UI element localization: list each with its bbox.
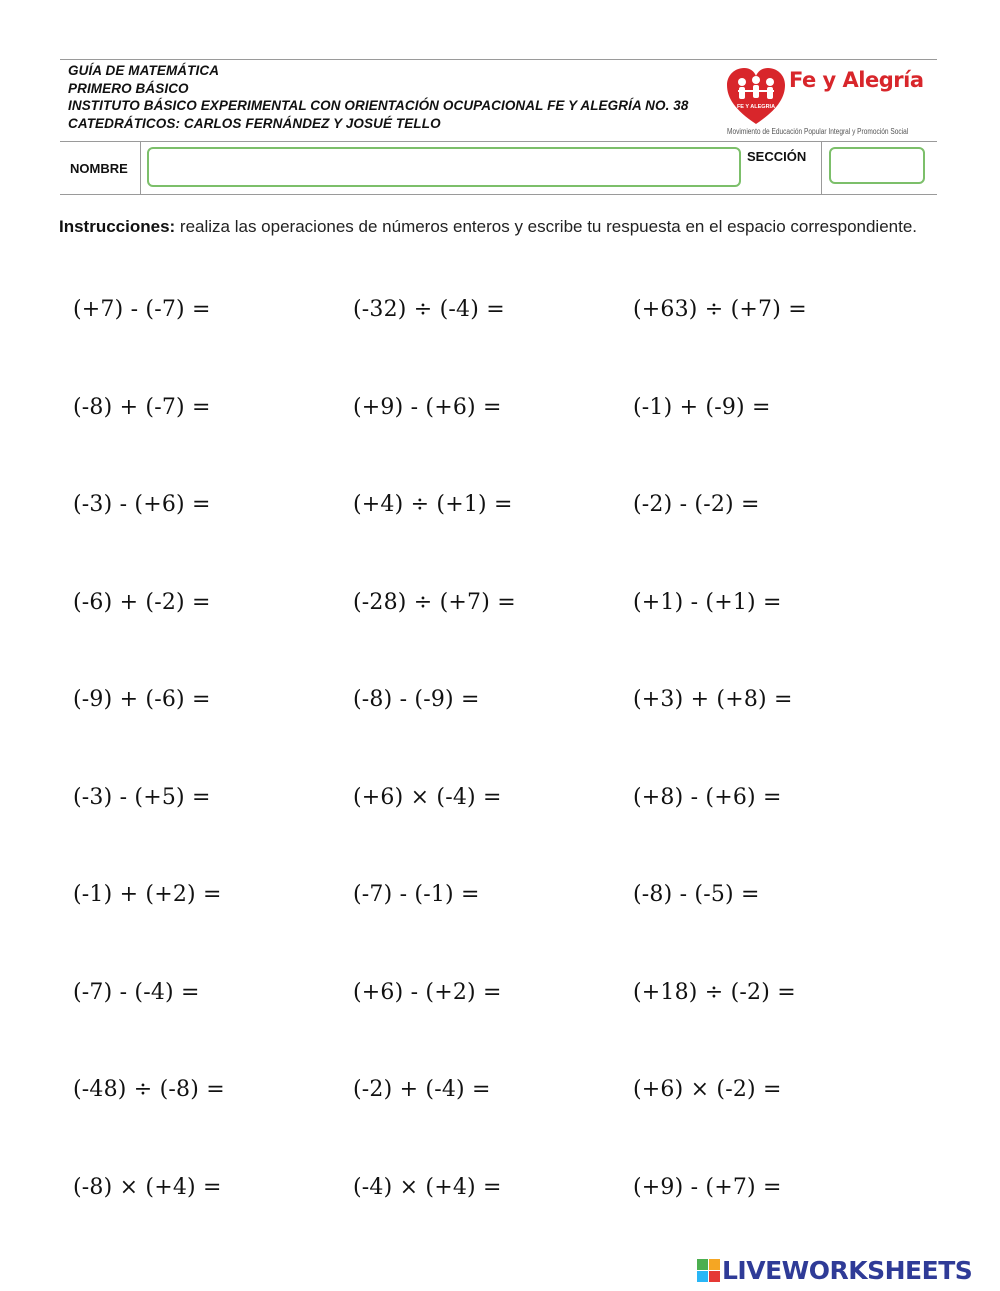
problem-r3-c1: (-3) - (+6) = bbox=[73, 492, 211, 517]
problem-r6-c3: (+8) - (+6) = bbox=[633, 785, 782, 810]
section-label-separator bbox=[821, 141, 822, 194]
problem-r2-c2: (+9) - (+6) = bbox=[353, 395, 502, 420]
section-input[interactable] bbox=[829, 147, 925, 184]
heart-logo-icon bbox=[725, 66, 787, 128]
instructions bbox=[59, 216, 919, 238]
logo-wordmark: Fe y Alegría bbox=[789, 68, 924, 92]
problem-r1-c1: (+7) - (-7) = bbox=[73, 297, 211, 322]
header-line-grade: PRIMERO BÁSICO bbox=[68, 80, 189, 96]
problem-r4-c1: (-6) + (-2) = bbox=[73, 590, 211, 615]
problem-r10-c1: (-8) × (+4) = bbox=[73, 1175, 222, 1200]
liveworksheets-logo-block bbox=[709, 1259, 720, 1270]
header-title-block bbox=[68, 62, 689, 132]
worksheet-header bbox=[60, 59, 937, 195]
header-line-teachers: CATEDRÁTICOS: CARLOS FERNÁNDEZ Y JOSUÉ TELLO bbox=[68, 115, 441, 131]
instructions-text: realiza las operaciones de números enteros y escribe tu respuesta en el espacio correspondiente. bbox=[175, 217, 918, 236]
problem-r8-c2: (+6) - (+2) = bbox=[353, 980, 502, 1005]
problem-r7-c3: (-8) - (-5) = bbox=[633, 882, 760, 907]
problem-r4-c3: (+1) - (+1) = bbox=[633, 590, 782, 615]
problem-r10-c3: (+9) - (+7) = bbox=[633, 1175, 782, 1200]
problem-r5-c3: (+3) + (+8) = bbox=[633, 687, 793, 712]
problem-r3-c3: (-2) - (-2) = bbox=[633, 492, 760, 517]
name-label: NOMBRE bbox=[70, 161, 128, 176]
header-line-subject: GUÍA DE MATEMÁTICA bbox=[68, 63, 220, 78]
problem-r9-c1: (-48) ÷ (-8) = bbox=[73, 1077, 225, 1102]
liveworksheets-logo-block bbox=[697, 1259, 708, 1270]
problem-r4-c2: (-28) ÷ (+7) = bbox=[353, 590, 516, 615]
name-label-separator bbox=[140, 141, 141, 194]
instructions-label: Instrucciones: bbox=[59, 217, 176, 236]
liveworksheets-logo-block bbox=[709, 1271, 720, 1282]
section-label: SECCIÓN bbox=[747, 149, 807, 164]
fe-y-alegria-logo bbox=[725, 66, 930, 138]
logo-tagline: Movimiento de Educación Popular Integral y Promoción Social bbox=[727, 127, 909, 136]
problem-r8-c1: (-7) - (-4) = bbox=[73, 980, 200, 1005]
liveworksheets-logo-block bbox=[697, 1271, 708, 1282]
liveworksheets-watermark bbox=[697, 1255, 972, 1285]
problem-r9-c3: (+6) × (-2) = bbox=[633, 1077, 782, 1102]
problem-r2-c1: (-8) + (-7) = bbox=[73, 395, 211, 420]
problem-r6-c1: (-3) - (+5) = bbox=[73, 785, 211, 810]
problem-r9-c2: (-2) + (-4) = bbox=[353, 1077, 491, 1102]
problem-r7-c1: (-1) + (+2) = bbox=[73, 882, 222, 907]
problem-r3-c2: (+4) ÷ (+1) = bbox=[353, 492, 513, 517]
header-divider bbox=[60, 141, 937, 142]
problem-r1-c3: (+63) ÷ (+7) = bbox=[633, 297, 807, 322]
problem-r6-c2: (+6) × (-4) = bbox=[353, 785, 502, 810]
problem-r1-c2: (-32) ÷ (-4) = bbox=[353, 297, 505, 322]
problem-r5-c2: (-8) - (-9) = bbox=[353, 687, 480, 712]
problem-r7-c2: (-7) - (-1) = bbox=[353, 882, 480, 907]
heart-logo-text: FE Y ALEGRIA bbox=[736, 104, 776, 110]
problem-r10-c2: (-4) × (+4) = bbox=[353, 1175, 502, 1200]
problem-r5-c1: (-9) + (-6) = bbox=[73, 687, 211, 712]
problem-r2-c3: (-1) + (-9) = bbox=[633, 395, 771, 420]
header-line-institute: INSTITUTO BÁSICO EXPERIMENTAL CON ORIENTACIÓN OCUPACIONAL FE Y ALEGRÍA NO. 38 bbox=[68, 98, 689, 113]
liveworksheets-wordmark: LIVEWORKSHEETS bbox=[722, 1255, 973, 1285]
name-input[interactable] bbox=[147, 147, 741, 187]
problem-r8-c3: (+18) ÷ (-2) = bbox=[633, 980, 796, 1005]
liveworksheets-logo-icon bbox=[697, 1259, 720, 1282]
